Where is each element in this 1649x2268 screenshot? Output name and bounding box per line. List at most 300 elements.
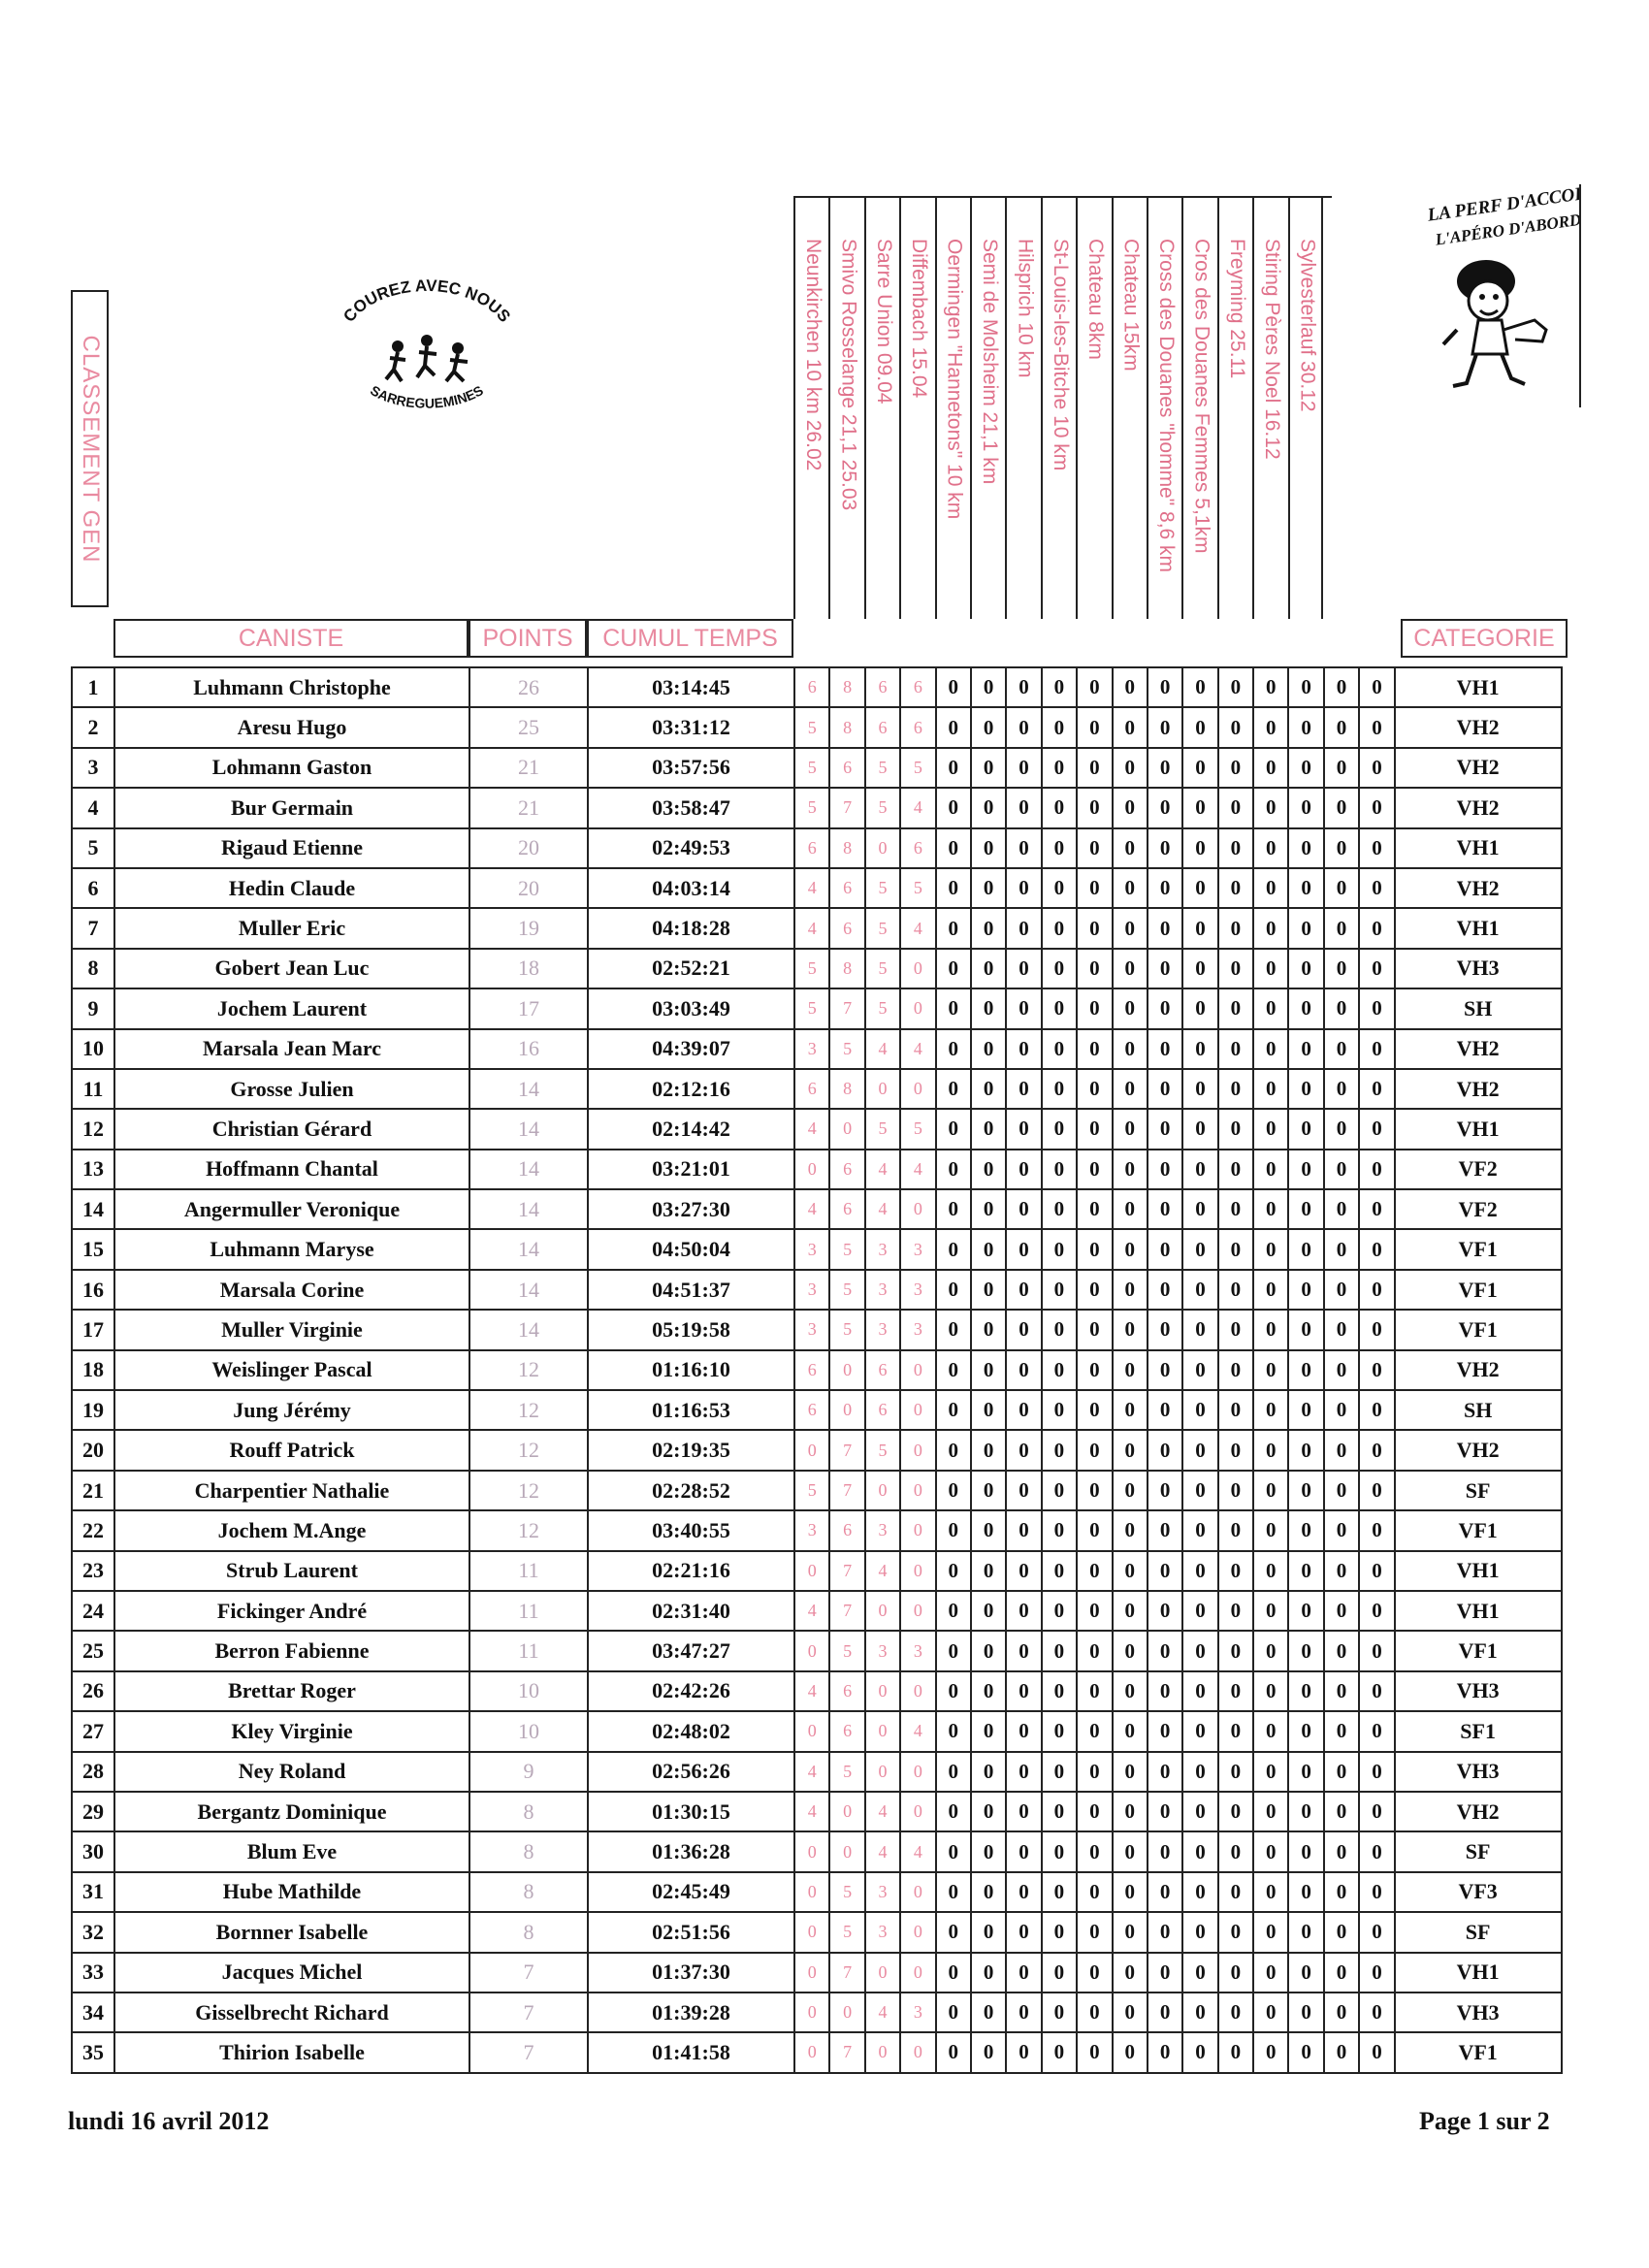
race-score-cell: 0 — [936, 1069, 971, 1109]
race-score-cell: 0 — [1324, 1631, 1359, 1670]
race-score-cell: 0 — [971, 2032, 1006, 2072]
rank-cell: 19 — [72, 1390, 114, 1430]
race-score-cell: 0 — [1218, 1591, 1253, 1631]
race-score-cell: 0 — [1182, 1150, 1217, 1189]
race-score-cell: 4 — [865, 1150, 900, 1189]
race-score-cell: 0 — [1113, 1993, 1148, 2032]
race-score-cell: 0 — [971, 1831, 1006, 1871]
race-score-cell: 4 — [865, 1792, 900, 1831]
race-score-cell: 0 — [971, 1993, 1006, 2032]
race-score-cell: 0 — [1006, 1792, 1041, 1831]
race-score-cell: 0 — [1113, 748, 1148, 788]
race-score-cell: 0 — [1006, 1029, 1041, 1069]
cumul-time-cell: 03:40:55 — [588, 1510, 794, 1550]
race-score-cell: 0 — [936, 1752, 971, 1792]
race-score-cell: 0 — [971, 1069, 1006, 1109]
race-score-cell: 0 — [1077, 1711, 1112, 1751]
race-score-cell: 0 — [1288, 667, 1323, 707]
race-score-cell: 0 — [900, 988, 935, 1028]
race-score-cell: 0 — [1253, 1551, 1288, 1591]
points-cell: 19 — [469, 908, 588, 948]
race-score-cell: 0 — [794, 1953, 829, 1993]
race-header-15 — [1288, 196, 1323, 619]
race-score-cell: 0 — [1148, 1591, 1182, 1631]
category-cell: VH3 — [1395, 1671, 1562, 1711]
cumul-time-cell: 03:31:12 — [588, 707, 794, 747]
race-score-cell: 0 — [1113, 1109, 1148, 1149]
race-score-cell: 0 — [936, 1792, 971, 1831]
race-score-cell: 0 — [1359, 1270, 1394, 1310]
race-score-cell: 0 — [1324, 1671, 1359, 1711]
footer-date: lundi 16 avril 2012 — [68, 2107, 270, 2135]
category-cell: VF1 — [1395, 1310, 1562, 1349]
race-score-cell: 0 — [1288, 1270, 1323, 1310]
race-score-cell: 0 — [971, 788, 1006, 827]
rank-cell: 17 — [72, 1310, 114, 1349]
race-score-cell: 0 — [971, 1109, 1006, 1149]
points-cell: 8 — [469, 1792, 588, 1831]
race-score-cell: 0 — [1042, 1631, 1077, 1670]
race-header-14 — [1252, 196, 1287, 619]
race-header-9 — [1076, 196, 1111, 619]
race-score-cell: 0 — [1042, 1993, 1077, 2032]
caniste-name-cell: Berron Fabienne — [114, 1631, 469, 1670]
race-score-cell: 0 — [1006, 1069, 1041, 1109]
race-score-cell: 0 — [1148, 1229, 1182, 1269]
rank-cell: 30 — [72, 1831, 114, 1871]
race-score-cell: 4 — [794, 908, 829, 948]
race-score-cell: 0 — [1182, 1270, 1217, 1310]
race-score-cell: 0 — [1182, 1430, 1217, 1470]
rank-cell: 24 — [72, 1591, 114, 1631]
race-score-cell: 0 — [1182, 1912, 1217, 1952]
race-score-cell: 0 — [1253, 748, 1288, 788]
race-score-cell: 0 — [1077, 868, 1112, 908]
perf-apero-logo — [1418, 184, 1581, 407]
race-score-cell: 0 — [1288, 908, 1323, 948]
race-score-cell: 4 — [794, 1752, 829, 1792]
race-score-cell: 0 — [1006, 1350, 1041, 1390]
race-score-cell: 3 — [900, 1229, 935, 1269]
race-score-cell: 6 — [829, 1150, 864, 1189]
points-cell: 12 — [469, 1430, 588, 1470]
race-score-cell: 0 — [936, 868, 971, 908]
race-score-cell: 0 — [1288, 1310, 1323, 1349]
points-cell: 7 — [469, 2032, 588, 2072]
race-score-cell: 0 — [971, 1430, 1006, 1470]
cumul-time-cell: 04:50:04 — [588, 1229, 794, 1269]
race-score-cell: 5 — [829, 1029, 864, 1069]
race-score-cell: 0 — [1148, 707, 1182, 747]
race-score-cell: 0 — [1218, 908, 1253, 948]
race-score-cell: 0 — [1113, 1350, 1148, 1390]
table-row — [72, 1752, 1562, 1792]
race-score-cell: 0 — [1218, 1953, 1253, 1993]
race-score-cell: 0 — [1006, 868, 1041, 908]
points-cell: 21 — [469, 788, 588, 827]
race-score-cell: 6 — [865, 707, 900, 747]
race-name: Sylvesterlauf 30.12 — [1296, 239, 1319, 412]
race-score-cell: 0 — [1182, 1831, 1217, 1871]
cumul-time-cell: 02:14:42 — [588, 1109, 794, 1149]
cumul-time-cell: 03:03:49 — [588, 988, 794, 1028]
race-score-cell: 0 — [1182, 1551, 1217, 1591]
rank-cell: 12 — [72, 1109, 114, 1149]
race-score-cell: 0 — [971, 1631, 1006, 1670]
race-score-cell: 0 — [1182, 949, 1217, 988]
points-cell: 9 — [469, 1752, 588, 1792]
table-row — [72, 707, 1562, 747]
race-score-cell: 0 — [1113, 1711, 1148, 1751]
race-score-cell: 0 — [936, 1430, 971, 1470]
race-score-cell: 0 — [1182, 1189, 1217, 1229]
rank-cell: 35 — [72, 2032, 114, 2072]
race-score-cell: 0 — [865, 1471, 900, 1510]
race-score-cell: 0 — [971, 1150, 1006, 1189]
race-score-cell: 0 — [1042, 1350, 1077, 1390]
race-score-cell: 0 — [1218, 1872, 1253, 1912]
race-score-cell: 0 — [936, 1109, 971, 1149]
race-score-cell: 0 — [1324, 1189, 1359, 1229]
rank-cell: 2 — [72, 707, 114, 747]
race-score-cell: 0 — [1006, 1953, 1041, 1993]
race-score-cell: 0 — [1006, 1471, 1041, 1510]
race-score-cell: 0 — [1288, 1831, 1323, 1871]
race-score-cell: 0 — [1042, 1029, 1077, 1069]
race-score-cell: 0 — [936, 1029, 971, 1069]
race-score-cell: 0 — [1359, 1510, 1394, 1550]
race-score-cell: 0 — [1288, 1792, 1323, 1831]
race-score-cell: 5 — [900, 868, 935, 908]
race-score-cell: 7 — [829, 1430, 864, 1470]
race-score-cell: 0 — [1218, 1912, 1253, 1952]
race-score-cell: 0 — [1288, 748, 1323, 788]
race-score-cell: 0 — [900, 1510, 935, 1550]
rank-cell: 28 — [72, 1752, 114, 1792]
race-score-cell: 0 — [1253, 788, 1288, 827]
race-score-cell: 8 — [829, 1069, 864, 1109]
race-score-cell: 0 — [1042, 949, 1077, 988]
cumul-time-cell: 05:19:58 — [588, 1310, 794, 1349]
race-score-cell: 3 — [900, 1631, 935, 1670]
table-row — [72, 1069, 1562, 1109]
race-score-cell: 0 — [936, 1872, 971, 1912]
race-score-cell: 5 — [794, 988, 829, 1028]
race-score-cell: 0 — [1324, 1752, 1359, 1792]
rank-cell: 16 — [72, 1270, 114, 1310]
race-score-cell: 0 — [1182, 788, 1217, 827]
race-score-cell: 0 — [971, 868, 1006, 908]
points-cell: 12 — [469, 1510, 588, 1550]
race-score-cell: 0 — [900, 1953, 935, 1993]
race-score-cell: 0 — [971, 667, 1006, 707]
race-score-cell: 0 — [936, 949, 971, 988]
table-row — [72, 1150, 1562, 1189]
race-score-cell: 0 — [1359, 1551, 1394, 1591]
race-score-cell: 0 — [1006, 1711, 1041, 1751]
category-cell: VH3 — [1395, 1993, 1562, 2032]
race-score-cell: 0 — [971, 748, 1006, 788]
race-score-cell: 0 — [1288, 828, 1323, 868]
race-score-cell: 0 — [936, 1310, 971, 1349]
caniste-name-cell: Marsala Corine — [114, 1270, 469, 1310]
table-row — [72, 1831, 1562, 1871]
points-cell: 12 — [469, 1390, 588, 1430]
race-score-cell: 0 — [1077, 1350, 1112, 1390]
caniste-name-cell: Thirion Isabelle — [114, 2032, 469, 2072]
category-cell: VH1 — [1395, 1953, 1562, 1993]
race-score-cell: 0 — [900, 1430, 935, 1470]
race-score-cell: 0 — [1148, 667, 1182, 707]
race-score-cell: 0 — [1288, 1993, 1323, 2032]
race-score-cell: 0 — [1288, 1150, 1323, 1189]
category-cell: VF1 — [1395, 1270, 1562, 1310]
race-header-6 — [970, 196, 1005, 619]
race-score-cell: 0 — [1324, 1591, 1359, 1631]
points-cell: 14 — [469, 1189, 588, 1229]
table-row — [72, 1029, 1562, 1069]
rank-cell: 31 — [72, 1872, 114, 1912]
race-score-cell: 0 — [1006, 2032, 1041, 2072]
race-score-cell: 0 — [1148, 1631, 1182, 1670]
race-score-cell: 3 — [865, 1510, 900, 1550]
race-score-cell: 0 — [1324, 1350, 1359, 1390]
race-score-cell: 8 — [829, 828, 864, 868]
race-score-cell: 6 — [829, 1189, 864, 1229]
race-score-cell: 0 — [1113, 1150, 1148, 1189]
table-row — [72, 1510, 1562, 1550]
category-cell: VH2 — [1395, 1430, 1562, 1470]
cumul-time-cell: 01:30:15 — [588, 1792, 794, 1831]
race-score-cell: 0 — [936, 788, 971, 827]
race-score-cell: 0 — [1359, 1912, 1394, 1952]
race-score-cell: 0 — [1182, 2032, 1217, 2072]
race-score-cell: 0 — [1359, 1430, 1394, 1470]
race-score-cell: 0 — [1218, 868, 1253, 908]
race-score-cell: 0 — [1113, 1591, 1148, 1631]
race-score-cell: 5 — [829, 1631, 864, 1670]
caniste-name-cell: Hoffmann Chantal — [114, 1150, 469, 1189]
race-score-cell: 0 — [1113, 1671, 1148, 1711]
race-score-cell: 0 — [1288, 1029, 1323, 1069]
race-score-cell: 6 — [900, 667, 935, 707]
race-score-cell: 4 — [900, 1711, 935, 1751]
race-score-cell: 0 — [1148, 1831, 1182, 1871]
race-score-cell: 0 — [1324, 1270, 1359, 1310]
race-score-cell: 0 — [1042, 908, 1077, 948]
race-score-cell: 0 — [1182, 1350, 1217, 1390]
category-cell: VH3 — [1395, 1752, 1562, 1792]
race-score-cell: 0 — [1148, 1551, 1182, 1591]
race-score-cell: 0 — [1113, 1752, 1148, 1792]
caniste-name-cell: Weislinger Pascal — [114, 1350, 469, 1390]
race-score-cell: 0 — [829, 1993, 864, 2032]
table-row — [72, 908, 1562, 948]
table-row — [72, 1872, 1562, 1912]
race-score-cell: 0 — [1006, 1109, 1041, 1149]
race-score-cell: 0 — [1077, 1631, 1112, 1670]
race-score-cell: 0 — [1253, 1069, 1288, 1109]
race-score-cell: 0 — [1042, 2032, 1077, 2072]
race-score-cell: 0 — [1218, 1229, 1253, 1269]
race-score-cell: 6 — [829, 1671, 864, 1711]
cumul-time-cell: 03:47:27 — [588, 1631, 794, 1670]
race-score-cell: 0 — [794, 1912, 829, 1952]
race-score-cell: 0 — [971, 1510, 1006, 1550]
caniste-name-cell: Brettar Roger — [114, 1671, 469, 1711]
cumul-time-cell: 03:58:47 — [588, 788, 794, 827]
race-score-cell: 0 — [1324, 988, 1359, 1028]
race-name: Diffembach 15.04 — [908, 239, 931, 399]
race-score-cell: 4 — [900, 788, 935, 827]
cumul-time-cell: 02:19:35 — [588, 1430, 794, 1470]
race-score-cell: 0 — [1113, 1270, 1148, 1310]
table-row — [72, 1792, 1562, 1831]
rank-cell: 15 — [72, 1229, 114, 1269]
race-score-cell: 6 — [794, 667, 829, 707]
rank-cell: 8 — [72, 949, 114, 988]
race-header-12 — [1181, 196, 1216, 619]
caniste-name-cell: Kley Virginie — [114, 1711, 469, 1751]
race-score-cell: 5 — [865, 988, 900, 1028]
race-score-cell: 0 — [936, 707, 971, 747]
race-score-cell: 0 — [1077, 949, 1112, 988]
race-score-cell: 0 — [1113, 1189, 1148, 1229]
race-score-cell: 0 — [1148, 2032, 1182, 2072]
race-score-cell: 0 — [1148, 788, 1182, 827]
race-score-cell: 5 — [900, 748, 935, 788]
race-score-cell: 0 — [936, 748, 971, 788]
race-score-cell: 0 — [1006, 1631, 1041, 1670]
race-score-cell: 0 — [1113, 1792, 1148, 1831]
points-cell: 21 — [469, 748, 588, 788]
race-score-cell: 0 — [865, 1752, 900, 1792]
caniste-name-cell: Charpentier Nathalie — [114, 1471, 469, 1510]
race-score-cell: 6 — [829, 868, 864, 908]
results-table — [71, 666, 1563, 2074]
caniste-name-cell: Grosse Julien — [114, 1069, 469, 1109]
race-score-cell: 0 — [1288, 788, 1323, 827]
race-score-cell: 0 — [936, 1551, 971, 1591]
race-score-cell: 0 — [1359, 908, 1394, 948]
cumul-time-cell: 01:16:53 — [588, 1390, 794, 1430]
race-score-cell: 0 — [1218, 1510, 1253, 1550]
race-score-cell: 0 — [1148, 1189, 1182, 1229]
race-score-cell: 0 — [1218, 1350, 1253, 1390]
race-score-cell: 0 — [1113, 1471, 1148, 1510]
race-score-cell: 0 — [1006, 828, 1041, 868]
race-score-cell: 0 — [1253, 1189, 1288, 1229]
race-score-cell: 0 — [1113, 1551, 1148, 1591]
race-score-cell: 0 — [1182, 1711, 1217, 1751]
race-score-cell: 0 — [1042, 1109, 1077, 1149]
points-cell: 14 — [469, 1069, 588, 1109]
caniste-name-cell: Bornner Isabelle — [114, 1912, 469, 1952]
header-categorie: CATEGORIE — [1401, 619, 1568, 658]
points-cell: 16 — [469, 1029, 588, 1069]
race-score-cell: 0 — [1359, 1831, 1394, 1871]
race-name: Stiring Pères Noel 16.12 — [1261, 239, 1284, 460]
race-score-cell: 7 — [829, 788, 864, 827]
race-score-cell: 0 — [1042, 828, 1077, 868]
race-score-cell: 0 — [1042, 1069, 1077, 1109]
race-score-cell: 0 — [1042, 1189, 1077, 1229]
race-score-cell: 0 — [971, 1711, 1006, 1751]
race-score-cell: 0 — [1359, 949, 1394, 988]
race-score-cell: 0 — [1359, 748, 1394, 788]
cumul-time-cell: 01:36:28 — [588, 1831, 794, 1871]
race-score-cell: 0 — [971, 1953, 1006, 1993]
race-score-cell: 0 — [865, 1069, 900, 1109]
race-score-cell: 5 — [865, 1109, 900, 1149]
race-score-cell: 0 — [1359, 1591, 1394, 1631]
race-header-3 — [864, 196, 899, 619]
cumul-time-cell: 02:56:26 — [588, 1752, 794, 1792]
points-cell: 11 — [469, 1551, 588, 1591]
race-score-cell: 0 — [1288, 1711, 1323, 1751]
race-score-cell: 0 — [1359, 1350, 1394, 1390]
race-score-cell: 0 — [1148, 1270, 1182, 1310]
race-score-cell: 0 — [1288, 1069, 1323, 1109]
caniste-name-cell: Gobert Jean Luc — [114, 949, 469, 988]
race-score-cell: 0 — [936, 1270, 971, 1310]
table-row — [72, 1912, 1562, 1952]
category-cell: VH3 — [1395, 949, 1562, 988]
race-score-cell: 0 — [1288, 1591, 1323, 1631]
caniste-name-cell: Jacques Michel — [114, 1953, 469, 1993]
race-score-cell: 0 — [1182, 1390, 1217, 1430]
race-score-cell: 0 — [971, 1591, 1006, 1631]
race-score-cell: 5 — [829, 1270, 864, 1310]
race-score-cell: 3 — [794, 1229, 829, 1269]
race-score-cell: 0 — [1077, 707, 1112, 747]
rank-cell: 6 — [72, 868, 114, 908]
race-score-cell: 7 — [829, 1551, 864, 1591]
points-cell: 14 — [469, 1310, 588, 1349]
race-score-cell: 0 — [1218, 1792, 1253, 1831]
race-score-cell: 0 — [900, 1551, 935, 1591]
race-score-cell: 0 — [1218, 1631, 1253, 1670]
table-row — [72, 748, 1562, 788]
race-score-cell: 0 — [1148, 1150, 1182, 1189]
race-score-cell: 0 — [936, 1189, 971, 1229]
race-score-cell: 0 — [1288, 1912, 1323, 1952]
race-score-cell: 0 — [1077, 908, 1112, 948]
race-score-cell: 0 — [1148, 1430, 1182, 1470]
race-score-cell: 0 — [1077, 1872, 1112, 1912]
race-score-cell: 0 — [1182, 1229, 1217, 1269]
race-score-cell: 0 — [1288, 1551, 1323, 1591]
table-row — [72, 828, 1562, 868]
race-score-cell: 0 — [1288, 1109, 1323, 1149]
race-score-cell: 0 — [1006, 1591, 1041, 1631]
caniste-name-cell: Marsala Jean Marc — [114, 1029, 469, 1069]
header-points: POINTS — [469, 619, 587, 658]
race-score-cell: 0 — [1182, 1591, 1217, 1631]
race-score-cell: 0 — [1288, 1953, 1323, 1993]
race-score-cell: 0 — [1288, 1872, 1323, 1912]
category-cell: VH2 — [1395, 1069, 1562, 1109]
points-cell: 14 — [469, 1150, 588, 1189]
race-score-cell: 0 — [1042, 1310, 1077, 1349]
header-caniste: CANISTE — [113, 619, 469, 658]
table-row — [72, 1310, 1562, 1349]
race-score-cell: 0 — [1042, 1792, 1077, 1831]
race-score-cell: 0 — [1148, 908, 1182, 948]
race-headers — [793, 196, 1385, 619]
race-score-cell: 4 — [865, 1993, 900, 2032]
table-row — [72, 1551, 1562, 1591]
